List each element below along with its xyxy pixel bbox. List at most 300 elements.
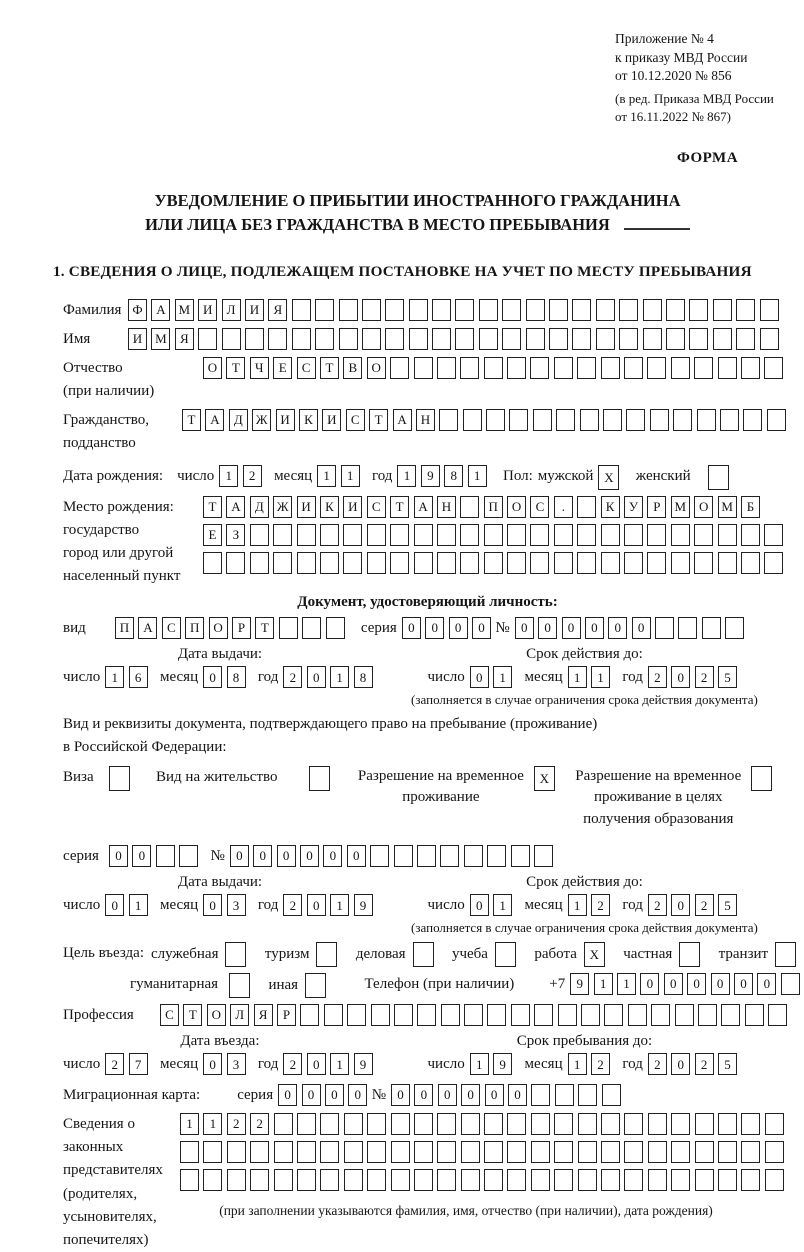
char-cell[interactable] — [651, 1004, 670, 1026]
char-cell[interactable] — [534, 1004, 553, 1026]
char-cell[interactable]: 8 — [354, 666, 373, 688]
char-cell[interactable]: 0 — [300, 845, 319, 867]
char-cell[interactable]: 0 — [757, 973, 776, 995]
char-cell[interactable] — [671, 552, 690, 574]
char-cell[interactable] — [292, 328, 311, 350]
char-cell[interactable]: 1 — [470, 1053, 489, 1075]
char-cell[interactable] — [624, 1169, 643, 1191]
char-cell[interactable] — [274, 1113, 293, 1135]
char-cell[interactable] — [673, 409, 692, 431]
temp-residence-edu-checkbox[interactable] — [751, 766, 776, 791]
char-cell[interactable] — [250, 552, 269, 574]
char-cell[interactable]: 0 — [485, 1084, 504, 1106]
char-cell[interactable] — [624, 552, 643, 574]
char-cell[interactable] — [549, 299, 568, 321]
char-cell[interactable] — [526, 299, 545, 321]
char-cell[interactable]: Я — [254, 1004, 273, 1026]
doc-valid-month-cells[interactable] — [568, 666, 615, 688]
char-cell[interactable] — [698, 1004, 717, 1026]
char-cell[interactable] — [344, 1141, 363, 1163]
char-cell[interactable] — [274, 1169, 293, 1191]
char-cell[interactable]: 9 — [421, 465, 440, 487]
char-cell[interactable] — [464, 845, 483, 867]
char-cell[interactable]: 1 — [317, 465, 336, 487]
char-cell[interactable]: 1 — [330, 666, 349, 688]
char-cell[interactable] — [391, 1113, 410, 1135]
char-cell[interactable] — [511, 845, 530, 867]
char-cell[interactable] — [760, 299, 779, 321]
char-cell[interactable]: А — [393, 409, 412, 431]
checkbox-cell[interactable] — [775, 942, 796, 967]
male-checkbox[interactable] — [598, 465, 623, 490]
purpose-commercial-checkbox[interactable] — [413, 942, 438, 967]
char-cell[interactable] — [578, 1084, 597, 1106]
char-cell[interactable] — [390, 524, 409, 546]
char-cell[interactable]: П — [115, 617, 134, 639]
name-cells[interactable] — [128, 328, 783, 350]
char-cell[interactable] — [320, 1113, 339, 1135]
char-cell[interactable]: К — [299, 409, 318, 431]
char-cell[interactable] — [643, 299, 662, 321]
char-cell[interactable] — [624, 1141, 643, 1163]
char-cell[interactable]: О — [209, 617, 228, 639]
char-cell[interactable] — [502, 328, 521, 350]
char-cell[interactable] — [678, 617, 697, 639]
char-cell[interactable] — [531, 1084, 550, 1106]
char-cell[interactable]: 7 — [129, 1053, 148, 1075]
char-cell[interactable] — [530, 524, 549, 546]
char-cell[interactable] — [695, 1113, 714, 1135]
char-cell[interactable] — [367, 524, 386, 546]
char-cell[interactable] — [394, 845, 413, 867]
char-cell[interactable]: М — [671, 496, 690, 518]
char-cell[interactable]: Т — [203, 496, 222, 518]
doc-valid-day-cells[interactable] — [470, 666, 517, 688]
char-cell[interactable] — [713, 328, 732, 350]
char-cell[interactable] — [227, 1169, 246, 1191]
char-cell[interactable] — [461, 1169, 480, 1191]
char-cell[interactable] — [577, 496, 596, 518]
char-cell[interactable] — [647, 552, 666, 574]
entry-month-cells[interactable] — [203, 1053, 250, 1075]
char-cell[interactable]: И — [343, 496, 362, 518]
char-cell[interactable] — [531, 1113, 550, 1135]
char-cell[interactable] — [367, 1169, 386, 1191]
char-cell[interactable]: 0 — [230, 845, 249, 867]
doc-issue-year-cells[interactable] — [283, 666, 377, 688]
char-cell[interactable] — [455, 328, 474, 350]
char-cell[interactable] — [718, 524, 737, 546]
char-cell[interactable]: 0 — [203, 894, 222, 916]
char-cell[interactable] — [385, 328, 404, 350]
char-cell[interactable]: 0 — [347, 845, 366, 867]
char-cell[interactable] — [694, 524, 713, 546]
citizenship-cells[interactable] — [182, 409, 790, 431]
char-cell[interactable]: М — [151, 328, 170, 350]
visa-checkbox[interactable] — [109, 766, 134, 791]
char-cell[interactable] — [533, 409, 552, 431]
char-cell[interactable] — [768, 1004, 787, 1026]
char-cell[interactable] — [439, 409, 458, 431]
char-cell[interactable]: 2 — [591, 894, 610, 916]
temp-residence-checkbox[interactable] — [534, 766, 559, 791]
char-cell[interactable] — [417, 1004, 436, 1026]
char-cell[interactable]: 0 — [414, 1084, 433, 1106]
char-cell[interactable] — [203, 1141, 222, 1163]
char-cell[interactable]: Я — [175, 328, 194, 350]
char-cell[interactable] — [718, 357, 737, 379]
char-cell[interactable]: М — [175, 299, 194, 321]
char-cell[interactable] — [626, 409, 645, 431]
res-valid-year-cells[interactable] — [648, 894, 742, 916]
char-cell[interactable]: 5 — [718, 1053, 737, 1075]
doc-valid-year-cells[interactable] — [648, 666, 742, 688]
char-cell[interactable]: Е — [203, 524, 222, 546]
char-cell[interactable] — [320, 1141, 339, 1163]
char-cell[interactable] — [601, 357, 620, 379]
representatives-cells-row3[interactable] — [180, 1169, 792, 1191]
purpose-tourism-checkbox[interactable] — [316, 942, 341, 967]
char-cell[interactable] — [601, 1113, 620, 1135]
char-cell[interactable]: О — [507, 496, 526, 518]
char-cell[interactable]: Ф — [128, 299, 147, 321]
char-cell[interactable]: 0 — [307, 1053, 326, 1075]
phone-cells[interactable] — [570, 973, 804, 995]
char-cell[interactable] — [268, 328, 287, 350]
char-cell[interactable] — [226, 552, 245, 574]
char-cell[interactable] — [577, 552, 596, 574]
char-cell[interactable]: 0 — [671, 894, 690, 916]
checkbox-cell[interactable] — [679, 942, 700, 967]
char-cell[interactable] — [534, 845, 553, 867]
char-cell[interactable] — [624, 357, 643, 379]
char-cell[interactable] — [530, 552, 549, 574]
stay-day-cells[interactable] — [470, 1053, 517, 1075]
char-cell[interactable]: 2 — [105, 1053, 124, 1075]
char-cell[interactable]: А — [151, 299, 170, 321]
doc-number-cells[interactable] — [515, 617, 749, 639]
char-cell[interactable] — [460, 357, 479, 379]
char-cell[interactable]: Т — [182, 409, 201, 431]
char-cell[interactable] — [628, 1004, 647, 1026]
char-cell[interactable] — [713, 299, 732, 321]
char-cell[interactable]: 8 — [227, 666, 246, 688]
char-cell[interactable] — [460, 524, 479, 546]
char-cell[interactable] — [718, 1141, 737, 1163]
char-cell[interactable] — [343, 552, 362, 574]
char-cell[interactable] — [179, 845, 198, 867]
char-cell[interactable]: 0 — [608, 617, 627, 639]
char-cell[interactable] — [596, 328, 615, 350]
char-cell[interactable] — [362, 328, 381, 350]
purpose-transit-checkbox[interactable] — [775, 942, 800, 967]
char-cell[interactable]: 0 — [203, 666, 222, 688]
char-cell[interactable] — [479, 299, 498, 321]
char-cell[interactable] — [554, 552, 573, 574]
char-cell[interactable] — [602, 1084, 621, 1106]
purpose-study-checkbox[interactable] — [495, 942, 520, 967]
birth-year-cells[interactable] — [397, 465, 491, 487]
char-cell[interactable] — [650, 409, 669, 431]
char-cell[interactable]: А — [414, 496, 433, 518]
char-cell[interactable] — [736, 299, 755, 321]
char-cell[interactable] — [391, 1169, 410, 1191]
char-cell[interactable] — [648, 1113, 667, 1135]
char-cell[interactable]: 0 — [278, 1084, 297, 1106]
char-cell[interactable] — [461, 1141, 480, 1163]
char-cell[interactable] — [596, 299, 615, 321]
char-cell[interactable]: 0 — [664, 973, 683, 995]
char-cell[interactable]: 5 — [718, 894, 737, 916]
char-cell[interactable]: С — [160, 1004, 179, 1026]
char-cell[interactable] — [725, 617, 744, 639]
purpose-work-checkbox[interactable] — [584, 942, 609, 967]
char-cell[interactable] — [765, 1113, 784, 1135]
char-cell[interactable] — [507, 1141, 526, 1163]
char-cell[interactable] — [455, 299, 474, 321]
char-cell[interactable] — [695, 1169, 714, 1191]
res-valid-month-cells[interactable] — [568, 894, 615, 916]
char-cell[interactable]: К — [320, 496, 339, 518]
birth-month-cells[interactable] — [317, 465, 364, 487]
char-cell[interactable] — [440, 845, 459, 867]
char-cell[interactable]: 1 — [330, 1053, 349, 1075]
char-cell[interactable]: 1 — [568, 666, 587, 688]
char-cell[interactable] — [320, 552, 339, 574]
checkbox-cell[interactable] — [495, 942, 516, 967]
checkbox-cell[interactable] — [225, 942, 246, 967]
char-cell[interactable] — [347, 1004, 366, 1026]
char-cell[interactable] — [479, 328, 498, 350]
char-cell[interactable] — [647, 357, 666, 379]
char-cell[interactable] — [765, 1169, 784, 1191]
char-cell[interactable] — [743, 409, 762, 431]
char-cell[interactable] — [507, 357, 526, 379]
char-cell[interactable]: Б — [741, 496, 760, 518]
char-cell[interactable] — [362, 299, 381, 321]
char-cell[interactable]: 0 — [449, 617, 468, 639]
char-cell[interactable]: 0 — [711, 973, 730, 995]
checkbox-cell[interactable] — [229, 973, 250, 998]
char-cell[interactable] — [484, 1169, 503, 1191]
char-cell[interactable]: О — [207, 1004, 226, 1026]
char-cell[interactable]: 0 — [323, 845, 342, 867]
char-cell[interactable]: В — [343, 357, 362, 379]
char-cell[interactable] — [507, 524, 526, 546]
char-cell[interactable] — [324, 1004, 343, 1026]
char-cell[interactable] — [577, 357, 596, 379]
char-cell[interactable] — [648, 1141, 667, 1163]
char-cell[interactable]: 0 — [391, 1084, 410, 1106]
char-cell[interactable]: И — [297, 496, 316, 518]
char-cell[interactable] — [198, 328, 217, 350]
char-cell[interactable]: Т — [255, 617, 274, 639]
char-cell[interactable] — [414, 1169, 433, 1191]
char-cell[interactable]: Д — [229, 409, 248, 431]
char-cell[interactable] — [464, 1004, 483, 1026]
char-cell[interactable] — [414, 1113, 433, 1135]
surname-cells[interactable] — [128, 299, 783, 321]
char-cell[interactable]: Н — [416, 409, 435, 431]
char-cell[interactable] — [370, 845, 389, 867]
char-cell[interactable]: 2 — [648, 1053, 667, 1075]
char-cell[interactable]: 0 — [585, 617, 604, 639]
char-cell[interactable]: 0 — [105, 894, 124, 916]
char-cell[interactable]: 1 — [105, 666, 124, 688]
char-cell[interactable] — [767, 409, 786, 431]
char-cell[interactable] — [390, 552, 409, 574]
char-cell[interactable]: Ж — [273, 496, 292, 518]
char-cell[interactable] — [554, 524, 573, 546]
char-cell[interactable] — [554, 357, 573, 379]
char-cell[interactable]: Н — [437, 496, 456, 518]
char-cell[interactable]: 1 — [617, 973, 636, 995]
purpose-private-checkbox[interactable] — [679, 942, 704, 967]
char-cell[interactable]: 8 — [444, 465, 463, 487]
char-cell[interactable] — [297, 1113, 316, 1135]
char-cell[interactable]: 2 — [695, 666, 714, 688]
char-cell[interactable]: П — [484, 496, 503, 518]
char-cell[interactable] — [741, 1141, 760, 1163]
char-cell[interactable] — [648, 1169, 667, 1191]
char-cell[interactable]: З — [226, 524, 245, 546]
char-cell[interactable]: О — [367, 357, 386, 379]
char-cell[interactable] — [437, 524, 456, 546]
mig-series-cells[interactable] — [278, 1084, 372, 1106]
char-cell[interactable]: 5 — [718, 666, 737, 688]
char-cell[interactable] — [385, 299, 404, 321]
checkbox-cell[interactable]: X — [584, 942, 605, 967]
char-cell[interactable] — [484, 1141, 503, 1163]
char-cell[interactable] — [671, 1169, 690, 1191]
char-cell[interactable] — [409, 299, 428, 321]
char-cell[interactable] — [764, 552, 783, 574]
char-cell[interactable] — [297, 524, 316, 546]
char-cell[interactable] — [437, 357, 456, 379]
char-cell[interactable]: 2 — [648, 894, 667, 916]
char-cell[interactable] — [250, 524, 269, 546]
char-cell[interactable]: 2 — [243, 465, 262, 487]
char-cell[interactable] — [156, 845, 175, 867]
char-cell[interactable]: 9 — [354, 1053, 373, 1075]
char-cell[interactable] — [203, 1169, 222, 1191]
char-cell[interactable]: 0 — [307, 666, 326, 688]
representatives-cells-row1[interactable] — [180, 1113, 792, 1135]
char-cell[interactable] — [671, 1113, 690, 1135]
char-cell[interactable] — [297, 552, 316, 574]
entry-day-cells[interactable] — [105, 1053, 152, 1075]
char-cell[interactable] — [297, 1169, 316, 1191]
char-cell[interactable] — [760, 328, 779, 350]
char-cell[interactable]: 6 — [129, 666, 148, 688]
char-cell[interactable]: 0 — [203, 1053, 222, 1075]
char-cell[interactable] — [273, 524, 292, 546]
char-cell[interactable] — [666, 328, 685, 350]
char-cell[interactable]: 0 — [402, 617, 421, 639]
char-cell[interactable]: Р — [232, 617, 251, 639]
char-cell[interactable]: 2 — [591, 1053, 610, 1075]
char-cell[interactable]: 1 — [341, 465, 360, 487]
doc-issue-month-cells[interactable] — [203, 666, 250, 688]
char-cell[interactable] — [580, 409, 599, 431]
checkbox-cell[interactable] — [309, 766, 330, 791]
char-cell[interactable]: 3 — [227, 1053, 246, 1075]
char-cell[interactable] — [250, 1169, 269, 1191]
char-cell[interactable]: Е — [273, 357, 292, 379]
char-cell[interactable] — [437, 1141, 456, 1163]
checkbox-cell[interactable]: X — [598, 465, 619, 490]
char-cell[interactable] — [326, 617, 345, 639]
doc-series-cells[interactable] — [402, 617, 496, 639]
char-cell[interactable] — [203, 552, 222, 574]
char-cell[interactable]: О — [694, 496, 713, 518]
char-cell[interactable] — [554, 1141, 573, 1163]
char-cell[interactable]: 0 — [348, 1084, 367, 1106]
purpose-other-checkbox[interactable] — [305, 973, 330, 998]
char-cell[interactable]: Т — [390, 496, 409, 518]
char-cell[interactable]: 9 — [570, 973, 589, 995]
char-cell[interactable]: Т — [320, 357, 339, 379]
char-cell[interactable]: Д — [250, 496, 269, 518]
char-cell[interactable] — [764, 524, 783, 546]
char-cell[interactable] — [671, 524, 690, 546]
char-cell[interactable] — [509, 409, 528, 431]
char-cell[interactable] — [531, 1169, 550, 1191]
char-cell[interactable] — [227, 1141, 246, 1163]
char-cell[interactable]: 9 — [354, 894, 373, 916]
char-cell[interactable] — [245, 328, 264, 350]
char-cell[interactable] — [367, 1141, 386, 1163]
char-cell[interactable] — [371, 1004, 390, 1026]
char-cell[interactable] — [180, 1169, 199, 1191]
char-cell[interactable] — [394, 1004, 413, 1026]
char-cell[interactable] — [549, 328, 568, 350]
char-cell[interactable]: 0 — [687, 973, 706, 995]
res-number-cells[interactable] — [230, 845, 557, 867]
char-cell[interactable]: Р — [277, 1004, 296, 1026]
representatives-cells-row2[interactable] — [180, 1141, 792, 1163]
char-cell[interactable] — [702, 617, 721, 639]
char-cell[interactable] — [601, 1141, 620, 1163]
char-cell[interactable]: С — [162, 617, 181, 639]
purpose-business-checkbox[interactable] — [225, 942, 250, 967]
char-cell[interactable] — [414, 1141, 433, 1163]
char-cell[interactable]: И — [128, 328, 147, 350]
char-cell[interactable] — [601, 552, 620, 574]
char-cell[interactable]: 1 — [219, 465, 238, 487]
char-cell[interactable] — [554, 1113, 573, 1135]
char-cell[interactable] — [741, 1169, 760, 1191]
char-cell[interactable]: 0 — [734, 973, 753, 995]
char-cell[interactable] — [390, 357, 409, 379]
char-cell[interactable] — [461, 1113, 480, 1135]
char-cell[interactable]: 0 — [472, 617, 491, 639]
char-cell[interactable] — [487, 1004, 506, 1026]
char-cell[interactable] — [555, 1084, 574, 1106]
char-cell[interactable] — [554, 1169, 573, 1191]
char-cell[interactable]: 2 — [227, 1113, 246, 1135]
char-cell[interactable]: М — [718, 496, 737, 518]
char-cell[interactable] — [578, 1141, 597, 1163]
res-series-cells[interactable] — [109, 845, 203, 867]
char-cell[interactable] — [578, 1169, 597, 1191]
char-cell[interactable] — [736, 328, 755, 350]
char-cell[interactable]: Ч — [250, 357, 269, 379]
char-cell[interactable] — [624, 1113, 643, 1135]
char-cell[interactable] — [315, 328, 334, 350]
char-cell[interactable] — [604, 1004, 623, 1026]
char-cell[interactable]: . — [554, 496, 573, 518]
